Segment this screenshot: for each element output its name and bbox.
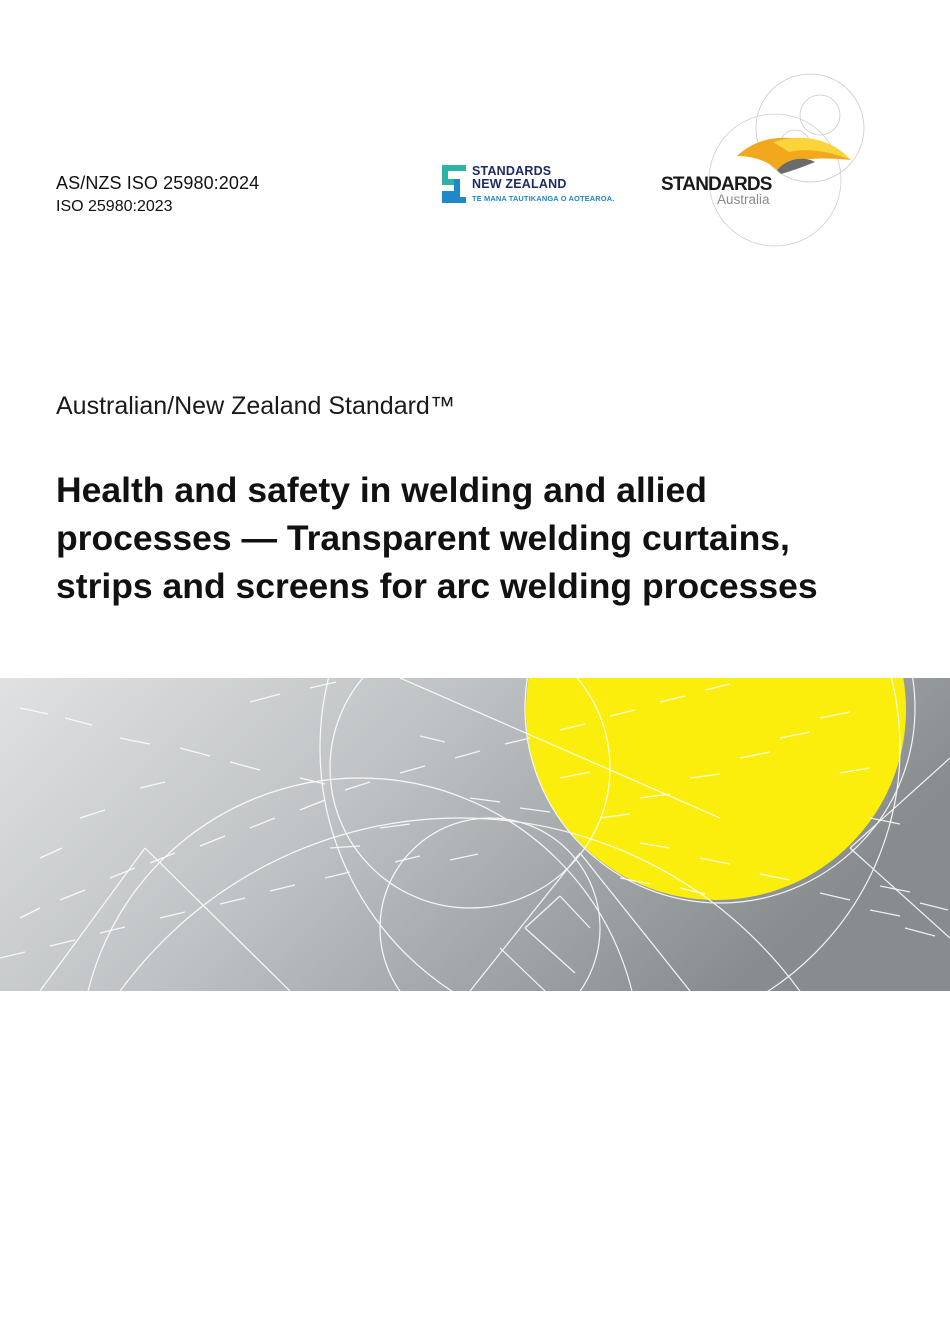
snz-tagline: TE MANA TAUTIKANGA O AOTEAROA.: [472, 194, 615, 203]
decorative-banner: [0, 678, 950, 991]
geometric-banner-graphic: [0, 678, 950, 991]
standards-new-zealand-logo: [442, 164, 615, 207]
snz-line1: STANDARDS: [472, 164, 552, 178]
standard-identifiers: [56, 172, 259, 218]
document-type: Australian/New Zealand Standard™: [56, 392, 455, 420]
title-line-2: processes — Transparent welding curtains,: [56, 518, 790, 558]
sa-wordmark: STANDARDS: [661, 174, 772, 195]
title-line-3: strips and screens for arc welding processes: [56, 566, 818, 606]
snz-mark-icon: [442, 165, 466, 203]
standard-number: AS/NZS ISO 25980:2024: [56, 173, 260, 193]
title-line-1: Health and safety in welding and allied: [56, 470, 707, 510]
iso-number: ISO 25980:2023: [56, 198, 173, 215]
snz-line2: NEW ZEALAND: [472, 177, 567, 191]
standards-australia-logo: [655, 70, 885, 285]
sa-subtitle: Australia: [717, 192, 770, 207]
document-title: [56, 466, 916, 610]
